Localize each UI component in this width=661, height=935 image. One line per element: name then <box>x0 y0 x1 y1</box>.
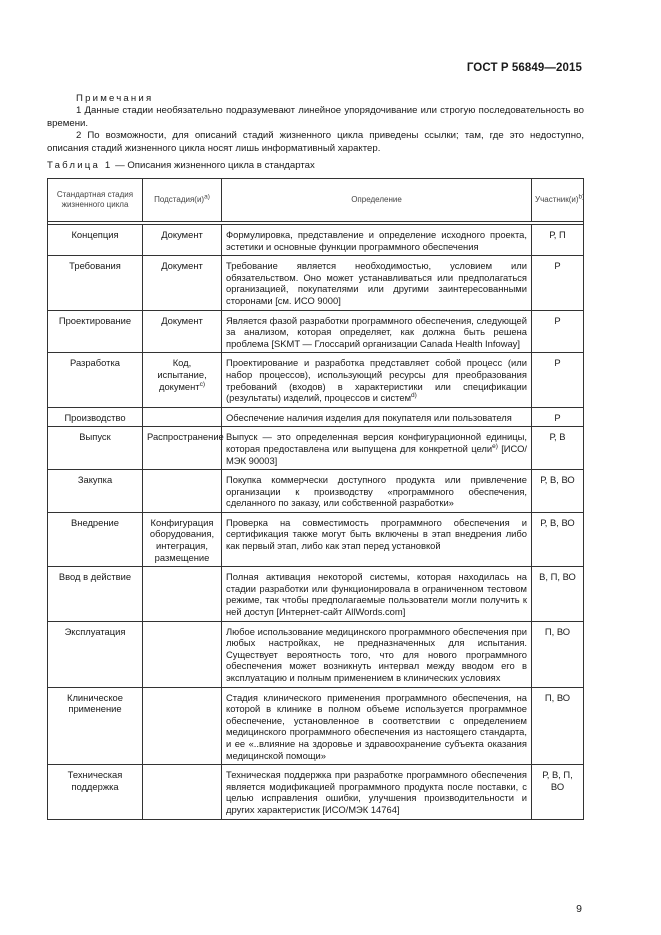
definition-text: Любое использование медицинского программного обеспечения при любых настройках, не предназначенных для испытания. Существует вероятность того, что для нового программного обеспечения может возникнуть интервал между вводом его в эксплуатацию и полным применением в клинических условиях <box>226 625 527 683</box>
stage-text: Внедрение <box>71 516 119 528</box>
definition-footnote: d) <box>411 392 417 399</box>
substage-cell <box>143 512 222 566</box>
participants-text: П, ВО <box>544 625 571 637</box>
stage-cell <box>48 512 143 566</box>
stage-cell <box>48 407 143 427</box>
definition-footnote: e) <box>492 442 498 450</box>
stage-text: Требования <box>69 260 121 272</box>
definition-cell <box>222 567 532 621</box>
page-number: 9 <box>576 903 582 915</box>
table-caption-prefix: Таблица 1 <box>47 160 113 171</box>
participants-text: Р <box>554 260 561 272</box>
definition-cell <box>222 470 532 513</box>
stage-text: Производство <box>64 411 126 423</box>
table-row <box>48 310 584 353</box>
lifecycle-table <box>47 178 584 820</box>
table-row <box>48 512 584 566</box>
definition-text: Стадия клинического применения программного обеспечения, на которой в клинике в полном объеме используется программное обеспечение, установленное в соответствии с определением медицинского программного обеспечения из настоящего стандарта, и ее «..влияние на здоровье и здравоохранение субъекта оказания медицинской помощи» <box>226 691 527 761</box>
table-row <box>48 427 584 470</box>
definition-reference: [ИСО/МЭК 90003] <box>226 442 527 466</box>
participants-cell <box>532 256 584 310</box>
header-stage: Стандартная стадия жизненного цикла <box>48 179 143 222</box>
definition-cell <box>222 765 532 819</box>
participants-text: Р, П <box>549 229 566 240</box>
substage-text: Документ <box>161 314 203 326</box>
table-row <box>48 567 584 621</box>
participants-text: Р <box>554 314 561 326</box>
definition-text: Выпуск — это определенная версия конфигурационной единицы, которая предоставлена или выпущена для конкретной цели <box>226 431 527 454</box>
table-row <box>48 353 584 407</box>
stage-text: Закупка <box>77 474 113 486</box>
substage-cell <box>143 407 222 427</box>
header-participants-sup: b) <box>578 193 585 201</box>
substage-cell <box>143 353 222 407</box>
participants-cell <box>532 621 584 687</box>
participants-text: Р <box>554 357 561 369</box>
definition-cell <box>222 407 532 427</box>
definition-cell <box>222 512 532 566</box>
substage-cell <box>143 427 222 470</box>
participants-text: Р, В <box>549 431 566 443</box>
stage-text: Разработка <box>70 357 120 369</box>
table-body <box>48 225 584 820</box>
definition-cell <box>222 225 532 256</box>
stage-text: Техническая поддержка <box>67 769 123 792</box>
table-row <box>48 256 584 310</box>
header-substage <box>143 179 222 222</box>
header-participants <box>532 179 584 222</box>
participants-cell <box>532 567 584 621</box>
participants-cell <box>532 470 584 513</box>
substage-cell <box>143 567 222 621</box>
stage-text: Клиническое применение <box>66 691 123 715</box>
substage-text: Код, испытание, документ <box>157 357 207 392</box>
stage-cell <box>48 765 143 819</box>
substage-footnote: c) <box>199 380 206 388</box>
substage-cell <box>143 765 222 819</box>
participants-cell <box>532 225 584 256</box>
definition-cell <box>222 687 532 765</box>
participants-cell <box>532 407 584 427</box>
stage-cell <box>48 225 143 256</box>
notes-block <box>47 93 584 155</box>
definition-cell <box>222 310 532 353</box>
substage-cell <box>143 256 222 310</box>
definition-cell <box>222 427 532 470</box>
participants-cell <box>532 765 584 819</box>
stage-cell <box>48 427 143 470</box>
note-2: 2 По возможности, для описаний стадий жизненного цикла приведены ссылки; там, где это недоступно, описания стадий жизненного цикла носят лишь информативный характер. <box>47 130 584 154</box>
participants-cell <box>532 427 584 470</box>
participants-text: Р, В, П, ВО <box>542 769 573 792</box>
header-definition: Определение <box>222 179 532 222</box>
participants-cell <box>532 512 584 566</box>
stage-cell <box>48 310 143 353</box>
table-row <box>48 621 584 687</box>
stage-cell <box>48 353 143 407</box>
participants-text: Р, В, ВО <box>540 516 575 528</box>
definition-cell <box>222 353 532 407</box>
definition-text: Является фазой разработки программного обеспечения, следующей за анализом, которая определяет, как должна быть решена проблема [SKMT — Глоссарий организации Canada Health Infoway] <box>226 314 527 349</box>
header-substage-text: Подстадия(и) <box>154 194 205 204</box>
substage-cell <box>143 310 222 353</box>
table-row <box>48 687 584 765</box>
participants-text: П, ВО <box>544 691 571 703</box>
participants-text: В, П, ВО <box>539 571 576 583</box>
table-row <box>48 765 584 819</box>
definition-text: Полная активация некоторой системы, которая находилась на стадии разработки или функционировала в ограниченном тестовом режиме, так чтобы предполагаемые пользователи могли получить к ней доступ [Интернет-сайт AllWords.com] <box>226 571 527 618</box>
notes-title: Примечания <box>76 93 154 104</box>
definition-cell <box>222 256 532 310</box>
substage-text: Документ <box>161 229 203 240</box>
definition-cell <box>222 621 532 687</box>
table-caption-text: — Описания жизненного цикла в стандартах <box>112 160 315 171</box>
stage-cell <box>48 256 143 310</box>
participants-cell <box>532 353 584 407</box>
stage-text: Эксплуатация <box>64 625 126 637</box>
table-caption <box>47 160 315 171</box>
participants-text: Р <box>554 411 561 423</box>
substage-cell <box>143 621 222 687</box>
standard-designation: ГОСТ Р 56849—2015 <box>466 62 582 74</box>
stage-cell <box>48 567 143 621</box>
definition-text: Покупка коммерчески доступного продукта или привлечение организации к производству «программного обеспечения, сделанного по заказу, или собственной разработки» <box>226 474 527 509</box>
substage-cell <box>143 470 222 513</box>
note-1: 1 Данные стадии необязательно подразумевают линейное упорядочивание или строгую последовательность во времени. <box>47 105 584 129</box>
substage-cell <box>143 687 222 765</box>
stage-cell <box>48 687 143 765</box>
stage-text: Концепция <box>71 229 119 240</box>
table-row <box>48 407 584 427</box>
stage-text: Выпуск <box>79 431 111 443</box>
definition-text: Обеспечение наличия изделия для покупателя или пользователя <box>226 411 512 423</box>
definition-text: Требование является необходимостью, условием или обязательством. Оно может устанавливаться или предполагаться организацией, покупателями или другими заинтересованными сторонами [см. ИСО 9000] <box>226 260 527 306</box>
stage-cell <box>48 621 143 687</box>
definition-text: Проектирование и разработка представляет собой процесс (или набор процессов), использующий ресурсы для преобразования требований (входов) в характеристики или спецификации (результаты) изделий, процессов и систем <box>226 357 527 404</box>
participants-text: Р, В, ВО <box>540 474 575 486</box>
participants-cell <box>532 310 584 353</box>
participants-cell <box>532 687 584 765</box>
definition-text: Формулировка, представление и определение исходного проекта, эстетики и основные функции программного обеспечения <box>226 229 527 252</box>
table-header-row <box>48 179 584 222</box>
definition-text: Техническая поддержка при разработке программного обеспечения является модификацией программного продукта после поставки, с целью исправления ошибки, улучшения производительности и других характеристик [ИСО/МЭК 14764] <box>226 769 527 815</box>
table-row <box>48 225 584 256</box>
stage-cell <box>48 470 143 513</box>
substage-cell <box>143 225 222 256</box>
table-row <box>48 470 584 513</box>
substage-text: Распространение <box>147 431 224 443</box>
substage-text: Документ <box>161 260 203 272</box>
definition-text: Проверка на совместимость программного обеспечения и сертификация также могут быть включены в этап внедрения либо как первый этап, либо как этап перед установкой <box>226 516 527 552</box>
substage-text: Конфигурация оборудования, интеграция, размещение <box>149 516 215 563</box>
stage-text: Ввод в действие <box>58 571 132 583</box>
header-participants-text: Участник(и) <box>535 194 579 204</box>
stage-text: Проектирование <box>58 314 132 326</box>
header-substage-sup: a) <box>204 193 210 201</box>
